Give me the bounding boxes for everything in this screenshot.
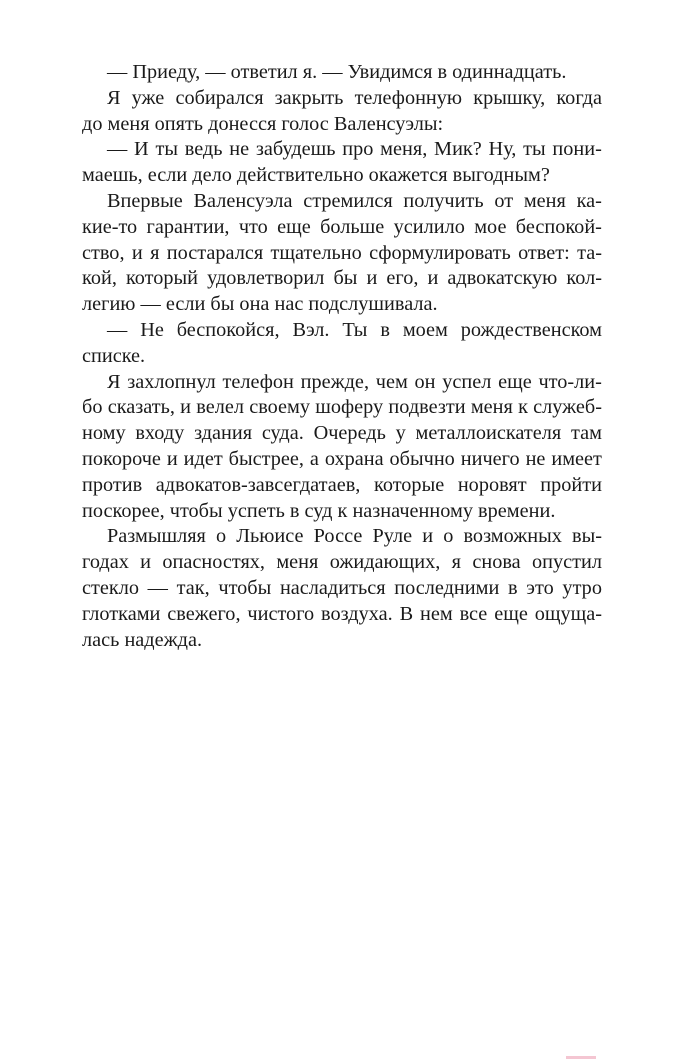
text-line: поскорее, чтобы успеть в суд к назначенному времени. xyxy=(82,499,556,522)
paragraph xyxy=(82,524,602,653)
paragraph xyxy=(82,189,602,318)
text-line: Я захлопнул телефон прежде, чем он успел еще что-ли- xyxy=(107,370,602,393)
paragraph xyxy=(82,137,602,189)
paragraph xyxy=(82,60,602,86)
text-line: стекло — так, чтобы насладиться последними в это утро xyxy=(82,576,602,599)
text-line: годах и опасностях, меня ожидающих, я снова опустил xyxy=(82,551,602,574)
paragraph xyxy=(82,370,602,525)
text-line: маешь, если дело действительно окажется выгодным? xyxy=(82,164,550,187)
text-line: списке. xyxy=(82,344,146,367)
text-line: легию — если бы она нас подслушивала. xyxy=(82,293,438,316)
text-line: Размышляя о Льюисе Россе Руле и о возможных вы- xyxy=(107,525,602,548)
text-line: кой, который удовлетворил бы и его, и адвокатскую кол- xyxy=(82,267,602,290)
text-line: Я уже собирался закрыть телефонную крышку, когда xyxy=(107,86,602,109)
paragraph xyxy=(82,318,602,370)
page-corner-mark xyxy=(566,1056,596,1059)
text-line: — И ты ведь не забудешь про меня, Мик? Ну, ты пони- xyxy=(107,138,602,161)
text-line: ному входу здания суда. Очередь у металлоискателя там xyxy=(82,422,602,445)
text-line: ство, и я постарался тщательно сформулировать ответ: та- xyxy=(82,241,602,264)
text-line: покороче и идет быстрее, а охрана обычно ничего не имеет xyxy=(82,447,602,470)
text-line: лась надежда. xyxy=(82,628,203,651)
paragraph xyxy=(82,86,602,138)
text-line: — Приеду, — ответил я. — Увидимся в одиннадцать. xyxy=(107,61,567,83)
text-line: Впервые Валенсуэла стремился получить от меня ка- xyxy=(107,189,602,212)
book-page-text xyxy=(82,60,602,653)
text-line: кие-то гарантии, что еще больше усилило мое беспокой- xyxy=(82,215,602,238)
text-line: — Не беспокойся, Вэл. Ты в моем рождественском xyxy=(107,318,602,341)
text-line: до меня опять донесся голос Валенсуэлы: xyxy=(82,112,444,135)
text-line: бо сказать, и велел своему шоферу подвезти меня к служеб- xyxy=(82,396,602,419)
text-line: против адвокатов-завсегдатаев, которые норовят пройти xyxy=(82,473,602,496)
text-line: глотками свежего, чистого воздуха. В нем все еще ощуща- xyxy=(82,602,602,625)
